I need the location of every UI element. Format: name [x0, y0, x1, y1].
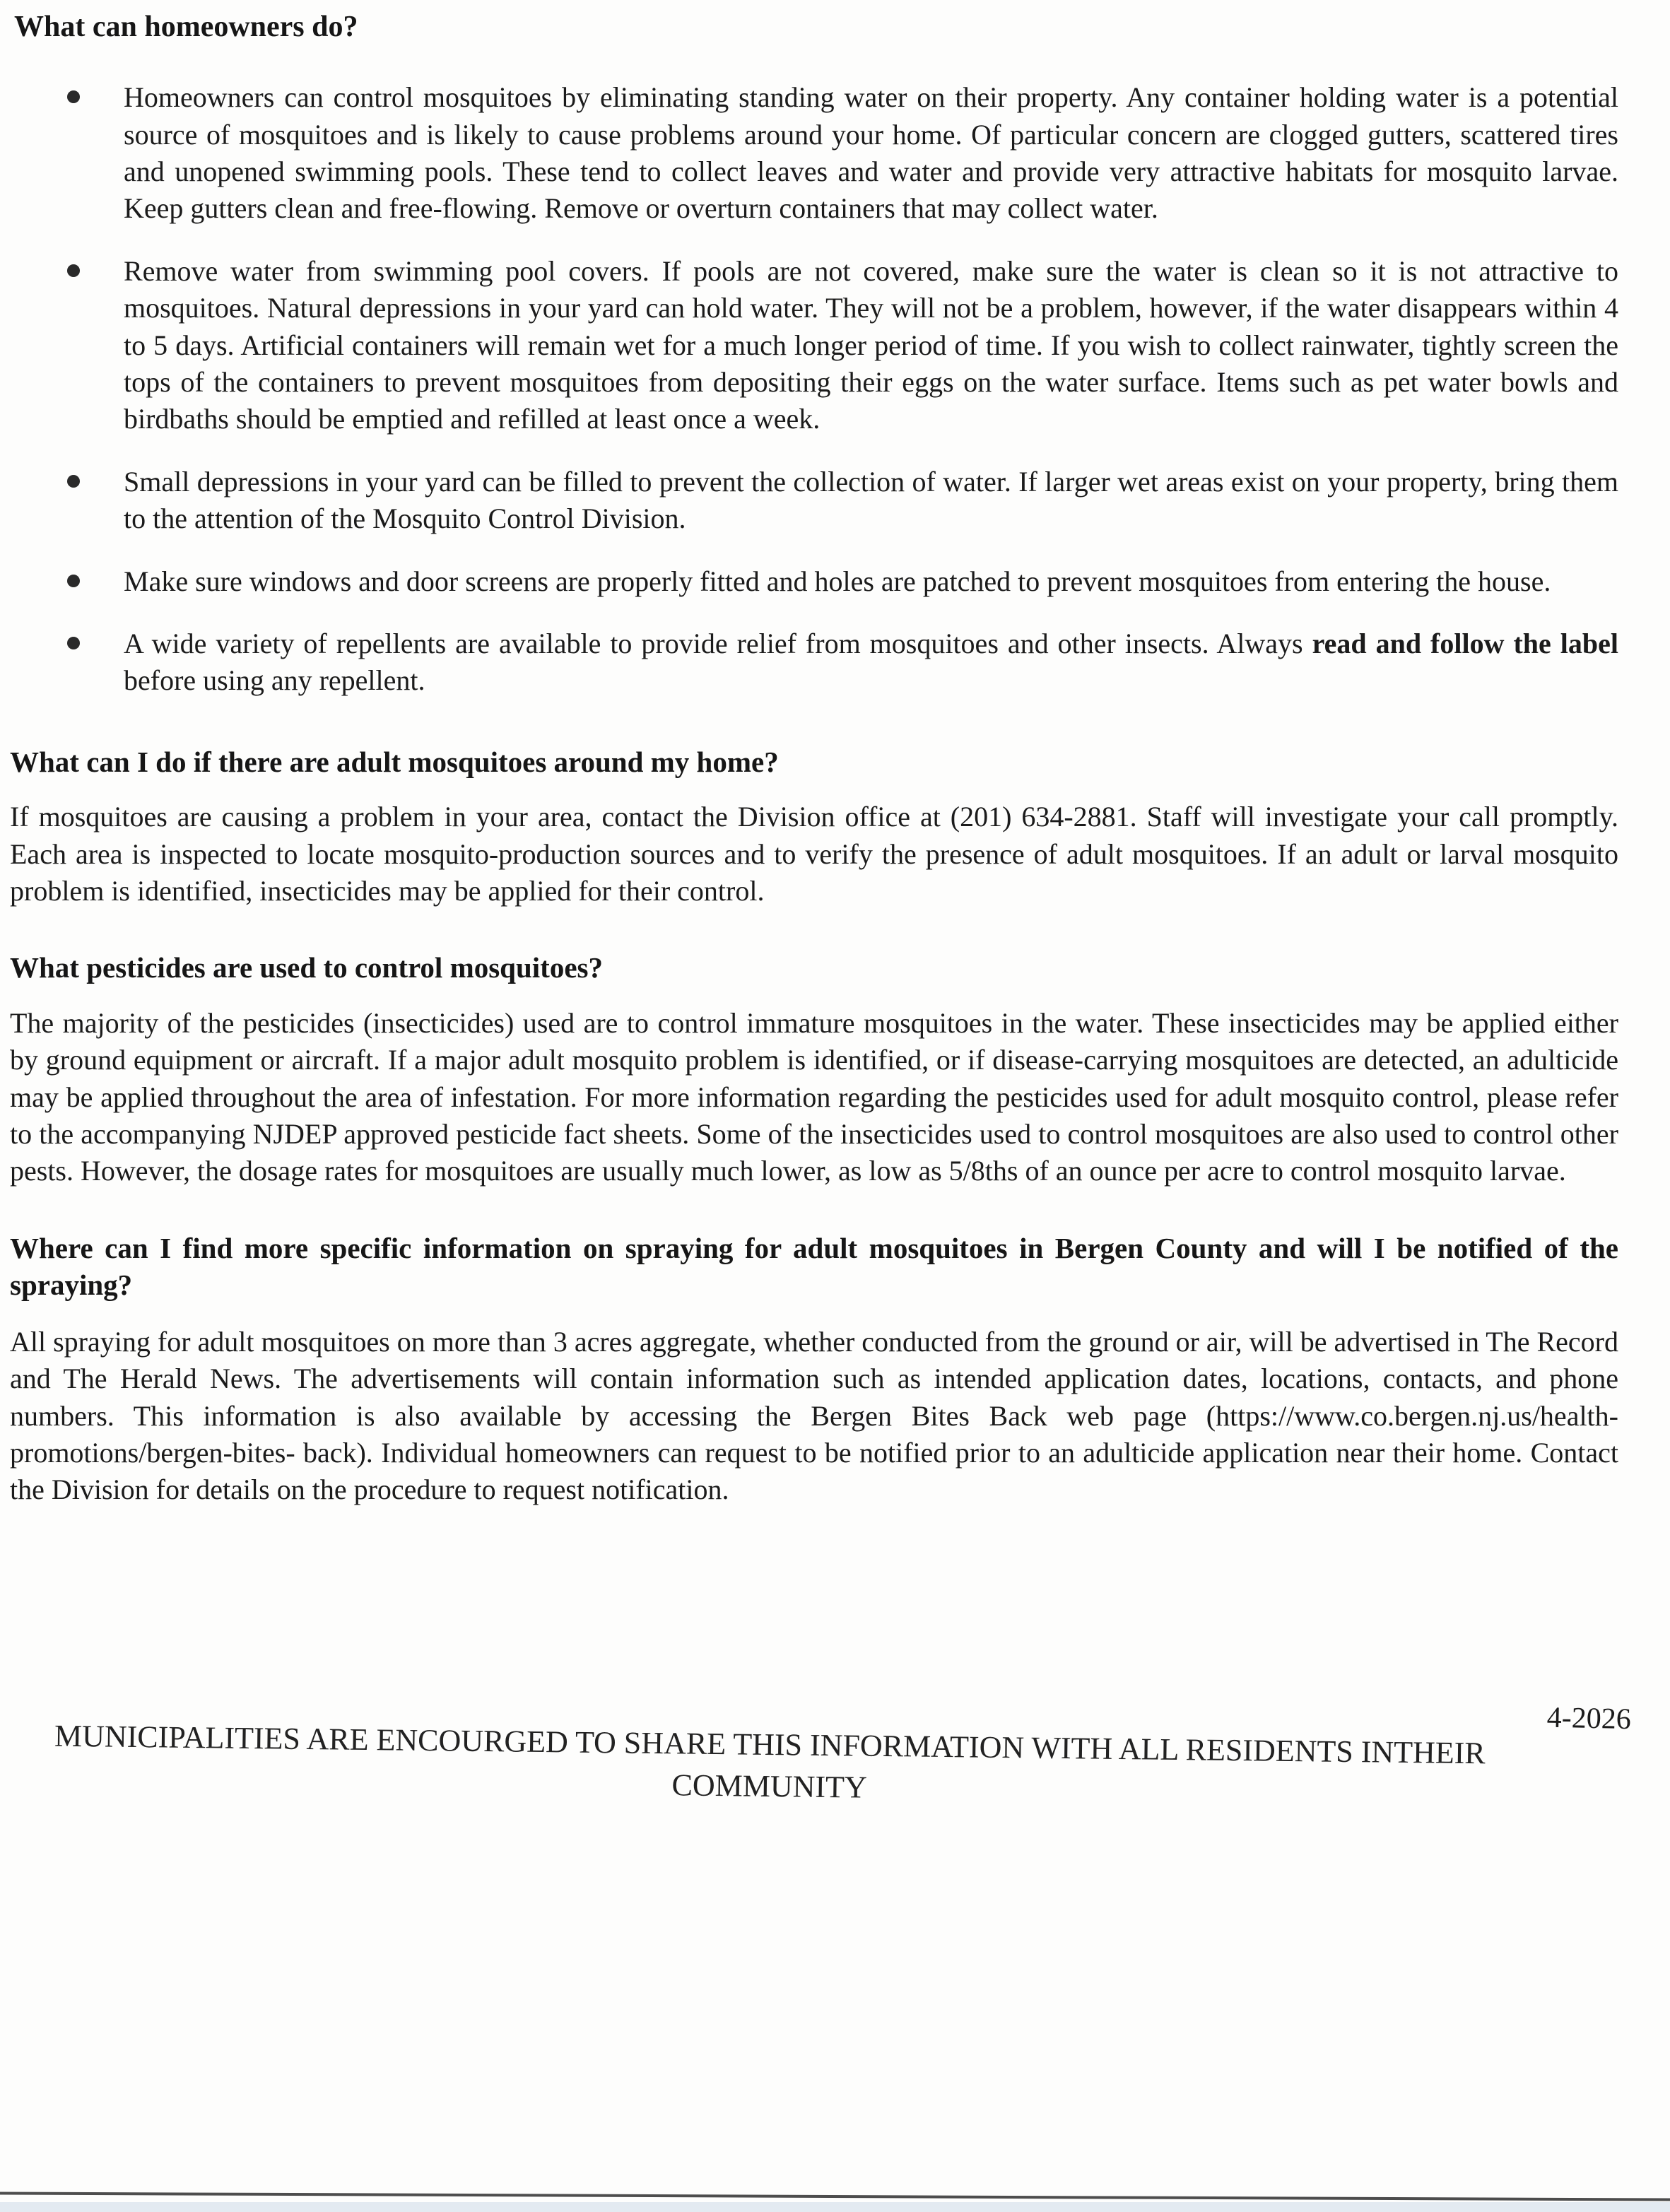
paragraph-spraying-info: All spraying for adult mosquitoes on more than 3 acres aggregate, whether conducted from the ground or air, will be advertised in The Record and The Herald News. The advertisements will contain information such as intended application dates, locations, contacts, and phone numbers. This information is also available by accessing the Bergen Bites Back web page (https://www.co.bergen.nj.us/health-promotions/bergen-bites- back). Individual homeowners can request to be notified prior to an adulticide application near their home. Contact the Division for details on the procedure to request notification.	[10, 1325, 1618, 1506]
heading-pesticides: What pesticides are used to control mosquitoes?	[10, 951, 603, 984]
list-item	[124, 625, 1618, 700]
bullet-icon	[67, 90, 80, 103]
list-item-text: Small depressions in your yard can be filled to prevent the collection of water. If larger wet areas exist on your property, bring them to the attention of the Mosquito Control Division.	[124, 465, 1618, 535]
paragraph-pesticides: The majority of the pesticides (insecticides) used are to control immature mosquitoes in the water. These insecticides may be applied either by ground equipment or aircraft. If a major adult mosquito problem is identified, or if disease-carrying mosquitoes are detected, an adulticide may be applied throughout the area of infestation. For more information regarding the pesticides used for adult mosquito control, please refer to the accompanying NJDEP approved pesticide fact sheets. Some of the insecticides used to control mosquitoes are also used to control other pests. However, the dosage rates for mosquitoes are usually much lower, as low as 5/8ths of an ounce per acre to control mosquito larvae.	[10, 1006, 1618, 1187]
list-item-text: Make sure windows and door screens are properly fitted and holes are patched to prevent mosquitoes from entering the house.	[124, 565, 1551, 597]
heading-homeowners: What can homeowners do?	[14, 11, 358, 43]
list-item	[124, 253, 1618, 438]
homeowner-tips-list	[0, 79, 1670, 699]
bullet-icon	[67, 637, 80, 649]
footer-notice: MUNICIPALITIES ARE ENCOURGED TO SHARE THIS INFORMATION WITH ALL RESIDENTS INTHEIR COMMUNITY	[54, 1718, 1486, 1805]
heading-spraying-info: Where can I find more specific information on spraying for adult mosquitoes in Bergen County and will I be notified of the spraying?	[10, 1231, 1618, 1302]
bullet-icon	[67, 264, 80, 277]
list-item-text: Homeowners can control mosquitoes by eliminating standing water on their property. Any container holding water is a potential source of mosquitoes and is likely to cause problems around your home. Of particular concern are clogged gutters, scattered tires and unopened swimming pools. These tend to collect leaves and water and provide very attractive habitats for mosquito larvae. Keep gutters clean and free-flowing. Remove or overturn containers that may collect water.	[124, 81, 1618, 225]
bullet-icon	[67, 575, 80, 587]
list-item	[124, 79, 1618, 228]
list-item	[124, 464, 1618, 538]
edition-code: 4-2026	[1546, 1701, 1632, 1736]
paragraph-adult-mosquitoes: If mosquitoes are causing a problem in your area, contact the Division office at (201) 634-2881. Staff will investigate your call promptly. Each area is inspected to locate mosquito-production sources and to verify the presence of adult mosquitoes. If an adult or larval mosquito problem is identified, insecticides may be applied for their control.	[10, 801, 1618, 907]
scanner-bed-strip	[0, 2202, 1670, 2212]
bullet-icon	[67, 475, 80, 488]
list-item	[124, 563, 1618, 600]
heading-adult-mosquitoes: What can I do if there are adult mosquitoes around my home?	[10, 745, 779, 778]
list-item-text: Remove water from swimming pool covers. If pools are not covered, make sure the water is clean so it is not attractive to mosquitoes. Natural depressions in your yard can hold water. They will not be a problem, however, if the water disappears within 4 to 5 days. Artificial containers will remain wet for a much longer period of time. If you wish to collect rainwater, tightly screen the tops of the containers to prevent mosquitoes from depositing their eggs on the water surface. Items such as pet water bowls and birdbaths should be emptied and refilled at least once a week.	[124, 254, 1618, 435]
list-item-text: A wide variety of repellents are available to provide relief from mosquitoes and other insects. Always read and follow the label before using any repellent.	[124, 627, 1618, 697]
page-edge-line	[0, 2192, 1670, 2201]
